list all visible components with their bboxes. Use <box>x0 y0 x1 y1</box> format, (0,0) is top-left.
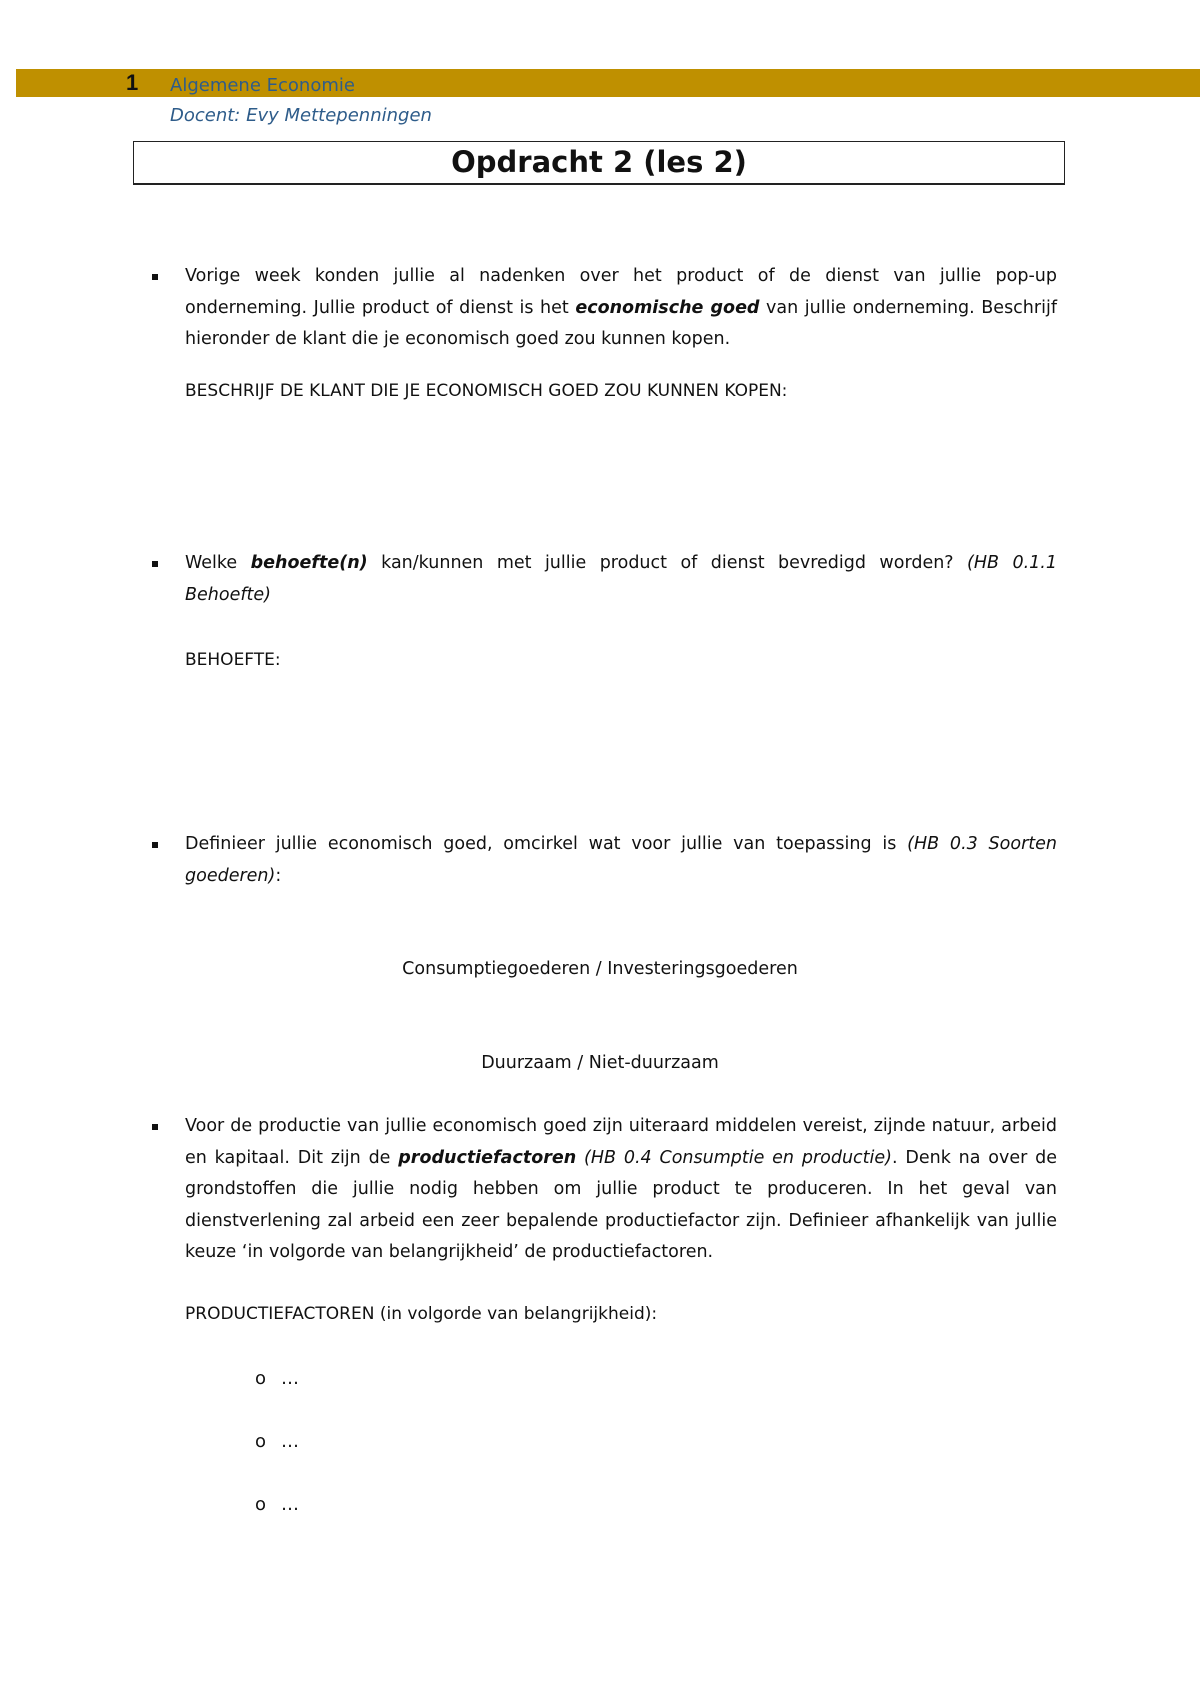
bullet-square-icon <box>152 842 158 848</box>
question-2-emphasis: behoefte(n) <box>250 553 368 573</box>
question-3-text <box>185 829 1057 892</box>
list-item <box>255 1431 299 1452</box>
list-item <box>255 1494 299 1515</box>
question-2 <box>185 548 1057 611</box>
question-1-emphasis: economische goed <box>575 297 760 318</box>
option-duurzaam: Duurzaam / Niet-duurzaam <box>481 1053 719 1073</box>
question-1-part-end: van jullie onderneming. Beschrijf hieronder de klant die je economisch goed zou kunnen kopen. <box>185 297 1057 349</box>
question-1-part: Vorige week konden jullie al nadenken over het product of de dienst van jullie pop-up onderneming. Jullie product of dienst is het <box>185 266 1057 318</box>
question-4-part-end: . Denk na over de grondstoffen die jullie nodig hebben om jullie product te produceren. In het geval van dienstverlening zal arbeid een zeer bepalende productiefactor zijn. Definieer afhankelijk van jullie keuze ‘in volgorde van belangrijkheid’ de productiefactoren. <box>185 1147 1058 1262</box>
question-3-reference: (HB 0.3 Soorten goederen) <box>185 834 1057 886</box>
question-4-text <box>185 1111 1057 1269</box>
circle-bullet-icon: o <box>255 1431 267 1452</box>
list-item-text: … <box>281 1494 299 1515</box>
bullet-square-icon <box>152 274 158 280</box>
circle-bullet-icon: o <box>255 1368 267 1389</box>
question-2-reference: (HB 0.1.1 Behoefte) <box>185 553 1057 605</box>
header-docent: Docent: Evy Mettepenningen <box>170 105 432 126</box>
option-consumptie-investering: Consumptiegoederen / Investeringsgoederen <box>402 959 798 979</box>
circle-bullet-icon: o <box>255 1494 267 1515</box>
question-1-text <box>185 261 1057 356</box>
question-4-part: Voor de productie van jullie economisch goed zijn uiteraard middelen vereist, zijnde natuur, arbeid en kapitaal. Dit zijn de <box>185 1116 1057 1168</box>
bullet-square-icon <box>152 1124 158 1130</box>
question-3-part: Definieer jullie economisch goed, omcirkel wat voor jullie van toepassing is <box>185 834 908 854</box>
question-4-reference: (HB 0.4 Consumptie en productie) <box>576 1147 892 1168</box>
question-2-part: Welke <box>185 553 251 573</box>
list-item-text: … <box>281 1368 299 1389</box>
title-box <box>133 141 1065 185</box>
list-item <box>255 1368 299 1389</box>
question-4 <box>185 1111 1057 1269</box>
question-3-part-end: : <box>275 865 282 886</box>
question-2-part-mid: kan/kunnen met jullie product of dienst bevredigd worden? <box>367 553 968 573</box>
question-4-emphasis: productiefactoren <box>398 1147 577 1168</box>
bullet-square-icon <box>152 561 158 567</box>
question-3 <box>185 829 1057 892</box>
answer-label-klant: BESCHRIJF DE KLANT DIE JE ECONOMISCH GOED ZOU KUNNEN KOPEN: <box>185 381 788 401</box>
answer-label-behoefte: BEHOEFTE: <box>185 650 281 670</box>
answer-label-productiefactoren: PRODUCTIEFACTOREN (in volgorde van belangrijkheid): <box>185 1304 658 1324</box>
list-item-text: … <box>281 1431 299 1452</box>
page-number: 1 <box>126 70 139 95</box>
header-subject: Algemene Economie <box>170 75 355 96</box>
question-2-text <box>185 548 1057 611</box>
question-1 <box>185 261 1057 356</box>
page-title: Opdracht 2 (les 2) <box>451 145 747 179</box>
